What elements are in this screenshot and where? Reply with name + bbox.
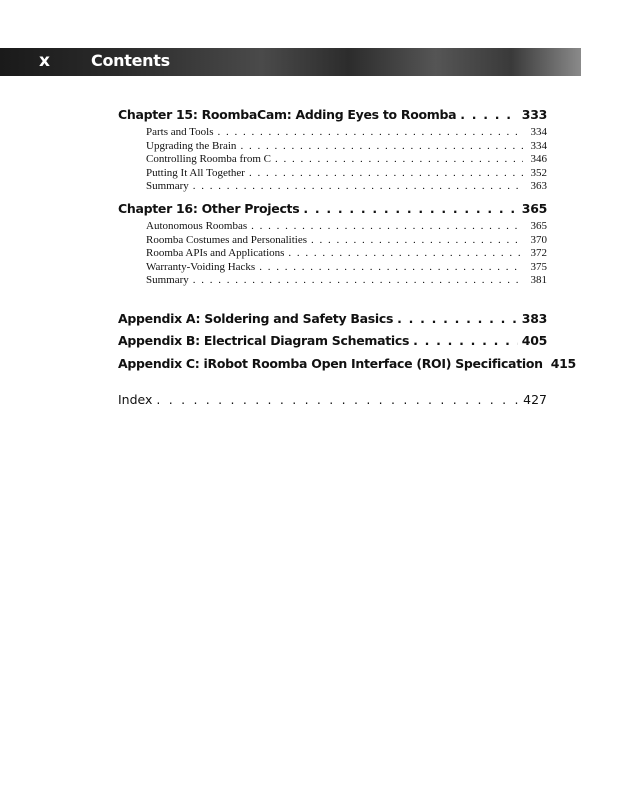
section-title: Summary	[146, 274, 189, 287]
dot-leader	[303, 198, 517, 220]
appendix-page: 383	[521, 310, 547, 326]
toc-section[interactable]	[146, 180, 547, 194]
toc-appendix-c[interactable]	[118, 353, 576, 376]
dot-leader	[288, 247, 523, 261]
toc-section[interactable]	[146, 140, 547, 154]
index-title: Index	[118, 392, 153, 408]
toc-chapter-15[interactable]	[118, 104, 547, 126]
dot-leader	[217, 126, 523, 140]
chapter-title: Chapter 16: Other Projects	[118, 200, 300, 216]
toc-appendix-a[interactable]	[118, 308, 547, 331]
chapter-page: 365	[521, 200, 547, 216]
chapter-16-sections	[118, 220, 547, 288]
appendix-title: Appendix A: Soldering and Safety Basics	[118, 310, 394, 326]
section-page: 365	[530, 219, 547, 232]
dot-leader	[193, 180, 523, 194]
section-page: 334	[530, 139, 547, 152]
section-title: Roomba Costumes and Personalities	[146, 233, 308, 246]
dot-leader	[413, 330, 518, 353]
running-header-bar	[0, 48, 581, 76]
appendix-title: Appendix C: iRobot Roomba Open Interface (ROI) Specification	[118, 355, 543, 371]
toc-section[interactable]	[146, 261, 547, 275]
section-page: 372	[530, 247, 547, 260]
dot-leader	[311, 234, 523, 248]
dot-leader	[249, 167, 523, 181]
section-page: 363	[530, 180, 547, 193]
dot-leader	[251, 220, 523, 234]
spacer	[118, 375, 547, 389]
section-title: Roomba APIs and Applications	[146, 247, 285, 260]
toc-section[interactable]	[146, 220, 547, 234]
section-title: Autonomous Roombas	[146, 219, 248, 232]
dot-leader	[240, 140, 523, 154]
toc-section[interactable]	[146, 247, 547, 261]
section-title: Parts and Tools	[146, 126, 214, 138]
section-page: 346	[530, 153, 547, 166]
toc-index[interactable]	[118, 389, 547, 411]
toc-section[interactable]	[146, 234, 547, 248]
dot-leader	[193, 274, 523, 288]
section-title: Putting It All Together	[146, 166, 245, 179]
section-page: 375	[530, 260, 547, 273]
page-number: x	[39, 51, 50, 71]
chapter-title: Chapter 15: RoombaCam: Adding Eyes to Roomba	[118, 107, 457, 122]
toc-section[interactable]	[146, 126, 547, 140]
dot-leader	[460, 104, 518, 126]
toc-chapter-16[interactable]	[118, 198, 547, 220]
dot-leader	[397, 308, 518, 331]
section-page: 370	[530, 233, 547, 246]
chapter-15-sections	[118, 126, 547, 194]
dot-leader	[156, 389, 519, 411]
section-page: 381	[530, 274, 547, 287]
section-title: Upgrading the Brain	[146, 139, 237, 152]
dot-leader	[259, 261, 523, 275]
section-title: Controlling Roomba from C	[146, 153, 271, 166]
toc-section[interactable]	[146, 153, 547, 167]
spacer	[118, 292, 547, 308]
toc-section[interactable]	[146, 274, 547, 288]
toc-section[interactable]	[146, 167, 547, 181]
appendix-page: 415	[550, 355, 576, 371]
section-title: Warranty-Voiding Hacks	[146, 260, 256, 273]
dot-leader	[275, 153, 523, 167]
appendix-page: 405	[521, 333, 547, 349]
table-of-contents	[118, 104, 576, 411]
section-title: Summary	[146, 180, 189, 193]
section-page: 352	[530, 166, 547, 179]
appendix-title: Appendix B: Electrical Diagram Schematics	[118, 333, 410, 349]
section-page: 334	[530, 126, 547, 138]
index-page: 427	[523, 392, 547, 408]
toc-appendix-b[interactable]	[118, 330, 547, 353]
running-header-title: Contents	[91, 51, 170, 70]
chapter-page: 333	[521, 107, 547, 122]
